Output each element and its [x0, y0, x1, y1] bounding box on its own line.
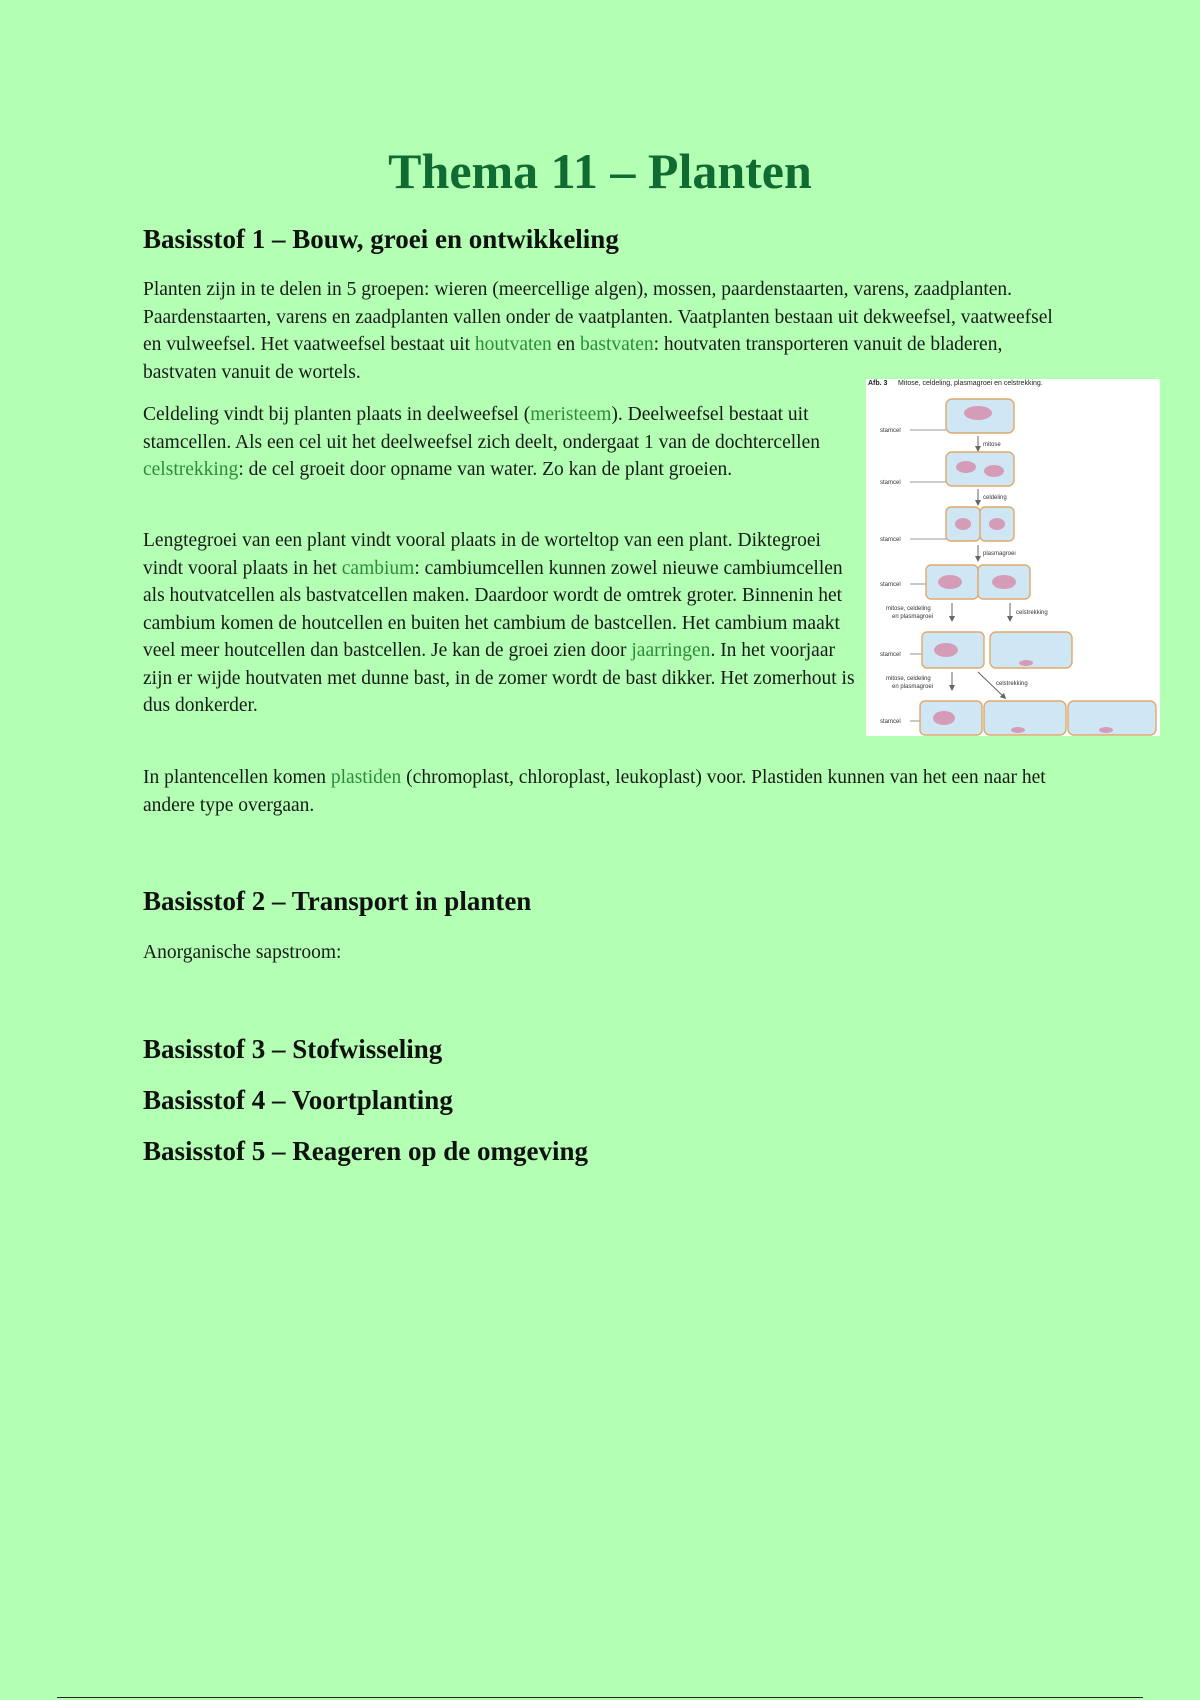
label-stamcel-3: stamcel [880, 537, 901, 543]
term-celstrekking: celstrekking [143, 459, 239, 480]
label-mitose-celdeling-1: mitose, celdeling [886, 606, 931, 612]
figure-celdeling-celstrekking [866, 379, 1160, 736]
section-heading-basisstof-3: Basisstof 3 – Stofwisseling [143, 1034, 443, 1064]
term-meristeem: meristeem [530, 404, 612, 425]
label-mitose-celdeling-2: mitose, celdeling [886, 676, 931, 682]
paragraph-celdeling: Celdeling vindt bij planten plaats in deelweefsel (meristeem). Deelweefsel bestaat uit stamcellen. Als een cel uit het deelweefsel zich deelt, ondergaat 1 van de dochtercellen celstrekking: de cel groeit door opname van water. Zo kan de plant groeien. [143, 404, 820, 480]
page-title: Thema 11 – Planten [388, 143, 812, 199]
term-jaarringen: jaarringen [631, 640, 711, 661]
label-plasmagroei: plasmagroei [983, 551, 1016, 557]
term-houtvaten: houtvaten [474, 334, 552, 355]
bottom-divider [57, 1697, 1143, 1698]
svg-text:Afb. 3: Afb. 3 [868, 380, 888, 387]
paragraph-plantengroepen: Planten zijn in te delen in 5 groepen: wieren (meercellige algen), mossen, paardenstaarten, varens, zaadplanten. Paardenstaarten, varens en zaadplanten vallen onder de vaatplanten. Vaatplanten bestaan uit dekweefsel, vaatweefsel en vulweefsel. Het vaatweefsel bestaat uit houtvaten en bastvaten: houtvaten transporteren vanuit de bladeren, bastvaten vanuit de wortels. [143, 279, 1053, 383]
section-heading-basisstof-4: Basisstof 4 – Voortplanting [143, 1085, 453, 1115]
svg-text:Mitose, celdeling, plasmagroei: Mitose, celdeling, plasmagroei en celstrekking. [898, 380, 1043, 387]
paragraph-anorganische-sapstroom: Anorganische sapstroom: [143, 942, 342, 963]
label-en-plasmagroei-2: en plasmagroei [892, 684, 934, 690]
section-heading-basisstof-1: Basisstof 1 – Bouw, groei en ontwikkeling [143, 224, 619, 254]
label-mitose: mitose [983, 442, 1001, 448]
label-stamcel-6: stamcel [880, 719, 901, 725]
section-heading-basisstof-2: Basisstof 2 – Transport in planten [143, 886, 532, 916]
section-heading-basisstof-5: Basisstof 5 – Reageren op de omgeving [143, 1136, 588, 1166]
label-celdeling: celdeling [983, 495, 1007, 501]
label-celstrekking-1: celstrekking [1016, 610, 1048, 616]
nucleus-1 [964, 406, 992, 420]
cell-stamcel-2 [946, 452, 1014, 486]
cell-gestrekt-2 [984, 701, 1066, 735]
label-stamcel-1: stamcel [880, 428, 901, 434]
term-plastiden: plastiden [330, 767, 402, 788]
label-en-plasmagroei-1: en plasmagroei [892, 614, 934, 620]
label-celstrekking-2: celstrekking [996, 681, 1028, 687]
label-stamcel-5: stamcel [880, 652, 901, 658]
figure-caption [868, 380, 1043, 387]
term-bastvaten: bastvaten [579, 334, 654, 355]
label-stamcel-4: stamcel [880, 582, 901, 588]
paragraph-plastiden: In plantencellen komen plastiden (chromoplast, chloroplast, leukoplast) voor. Plastiden kunnen van het een naar het andere type overgaan. [143, 767, 1046, 816]
term-cambium: cambium [341, 557, 415, 579]
label-stamcel-2: stamcel [880, 480, 901, 486]
paragraph-groei: Lengtegroei van een plant vindt vooral plaats in de worteltop van een plant. Diktegroei vindt vooral plaats in het cambium: cambiumcellen kunnen zowel nieuwe cambiumcellen als houtvatcellen als bastvatcellen maken. Daardoor wordt de omtrek groter. Binnenin het cambium komen de houtcellen en buiten het cambium de bastcellen. Het cambium maakt veel meer houtcellen dan bastcellen. Je kan de groei zien door jaarringen. In het voorjaar zijn er wijde houtvaten met dunne bast, in de zomer wordt de bast dikker. Het zomerhout is dus donkerder. [143, 530, 855, 716]
